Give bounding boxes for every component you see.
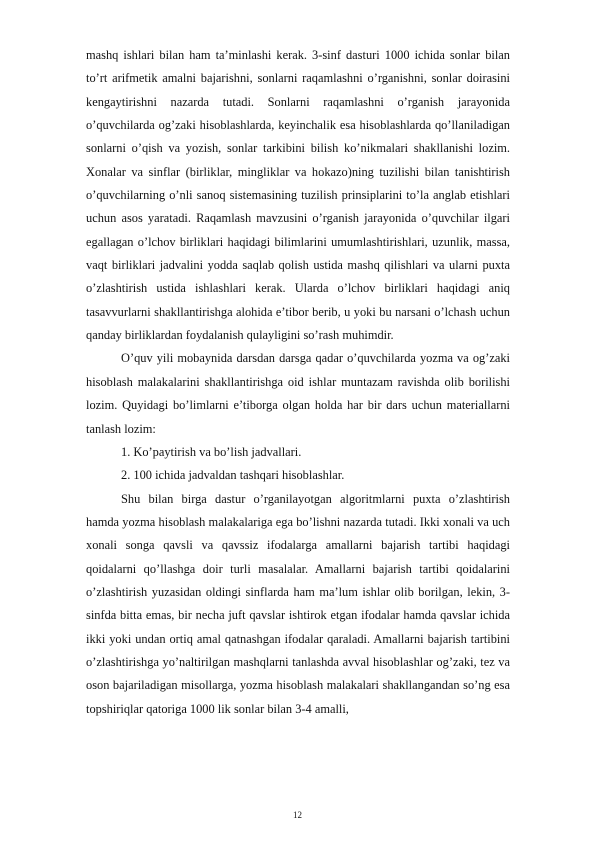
paragraph-continuation: mashq ishlari bilan ham ta’minlashi kerak. 3-sinf dasturi 1000 ichida sonlar bilan to’rt arifmetik amalni bajarishni, sonlarni raqamlashni o’rganishni, sonlar doirasini kengaytirishni nazarda tutadi. Sonlarni raqamlashni o’rganish jarayonida o’quvchilarda og’zaki hisoblashlarda, keyinchalik esa hisoblashlarda qo’llaniladigan sonlarni o’qish va yozish, sonlar tarkibini bilish ko’nikmalari shakllanishi lozim. Xonalar va sinflar (birliklar, mingliklar va hokazo)ning tuzilishi bilan tanishtirish o’quvchilarning o’nli sanoq sistemasining tuzilish prinsiplarini to’la anglab etishlari uchun asos yaratadi. Raqamlash mavzusini o’rganish jarayonida o’quvchilar ilgari egallagan o’lchov birliklari haqidagi bilimlarini umumlashtirishlari, uzunlik, massa, vaqt birliklari jadvalini yodda saqlab qolish ustida mashq qilishlari va ularni puxta o’zlashtirish ustida ishlashlari kerak. Ularda o’lchov birliklari haqidagi aniq tasavvurlarni shakllantirishga alohida e’tibor berib, u yoki bu narsani o’lchash uchun qanday birliklardan foydalanish qulayligini so’rash muhimdir.	[86, 48, 510, 343]
paragraph-study-year: O’quv yili mobaynida darsdan darsga qadar o’quvchilarda yozma va og’zaki hisoblash malakalarini shakllantirishga oid ishlar muntazam ravishda olib borilishi lozim. Quyidagi bo’limlarni e’tiborga olgan holda har bir dars uchun materiallarni tanlash lozim:	[86, 351, 510, 436]
page-number: 12	[293, 810, 302, 820]
list-item-multiplication-tables: 1. Ko’paytirish va bo’lish jadvallari.	[121, 444, 302, 459]
body-text	[86, 44, 510, 721]
paragraph-algorithms: Shu bilan birga dastur o’rganilayotgan algoritmlarni puxta o’zlashtirish hamda yozma hisoblash malakalariga ega bo’lishni nazarda tutadi. Ikki xonali va uch xonali songa qavsli va qavssiz ifodalarga amallarni bajarish tartibi haqidagi qoidalarni qo’llashga doir turli masalalar. Amallarni bajarish tartibi qoidalarini o’zlashtirish yuzasidan oldingi sinflarda ham ma’lum ishlar olib borilgan, lekin, 3-sinfda bitta emas, bir necha juft qavslar ishtirok etgan ifodalar hamda qavslar ichida ikki yoki undan ortiq amal qatnashgan ifodalar qaraladi. Amallarni bajarish tartibini o’zlashtirishga yo’naltirilgan mashqlarni tanlashda avval hisoblashlar og’zaki, tez va oson bajariladigan misollarga, yozma hisoblash malakalari shakllangandan so’ng esa topshiriqlar qatoriga 1000 lik sonlar bilan 3-4 amalli,	[86, 491, 510, 716]
list-item-non-table-calculations: 2. 100 ichida jadvaldan tashqari hisoblashlar.	[121, 468, 345, 483]
